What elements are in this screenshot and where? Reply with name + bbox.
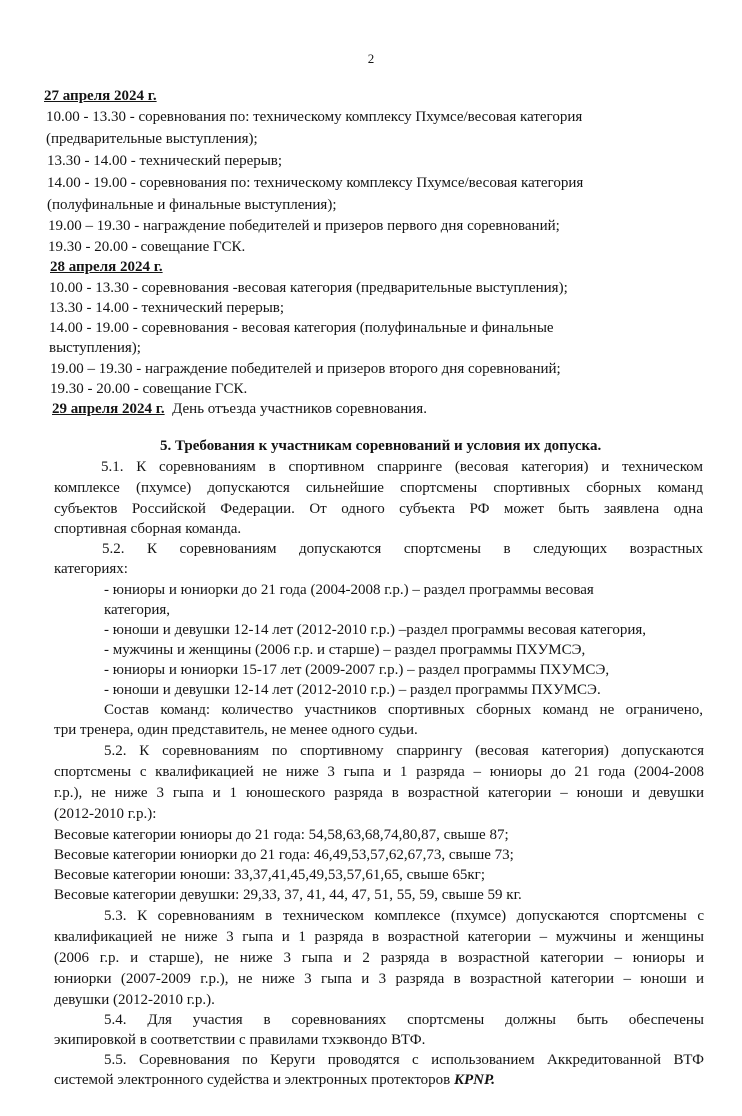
section-heading: 5. Требования к участникам соревнований и условия их допуска. [160, 438, 602, 454]
paragraph-line: юниорки (2007-2009 г.р.), не ниже 3 гыпа и 3 разряда в возрастной категории – юноши и [54, 971, 704, 987]
paragraph-line: Состав команд: количество участников спортивных сборных команд не ограничено, [104, 702, 703, 718]
schedule-line: выступления); [49, 340, 141, 356]
day3-date: 29 апреля 2024 г. [52, 401, 165, 417]
day2-date: 28 апреля 2024 г. [50, 259, 163, 275]
paragraph-line: категориях: [54, 561, 128, 577]
schedule-line: (полуфинальные и финальные выступления); [47, 197, 337, 213]
paragraph-line: (2006 г.р. и старше), не ниже 3 гыпа и 2 разряда в возрастной категории – юниоры и [54, 950, 704, 966]
paragraph-text: системой электронного судейства и электронных протекторов [54, 1072, 451, 1088]
page-number: 2 [367, 51, 375, 66]
list-item: - юниоры и юниорки 15-17 лет (2009-2007 г.р.) – раздел программы ПХУМСЭ, [104, 662, 610, 678]
paragraph-line: спортсмены с квалификацией не ниже 3 гыпа и 1 разряда – юниоры до 21 года (2004-2008 [54, 764, 704, 780]
paragraph-line: спортивная сборная команда. [54, 521, 242, 537]
schedule-line: 19.00 – 19.30 - награждение победителей и призеров первого дня соревнований; [48, 218, 560, 234]
paragraph-line: 5.4. Для участия в соревнованиях спортсмены должны быть обеспечены [104, 1012, 704, 1028]
list-item: - юноши и девушки 12-14 лет (2012-2010 г.р.) –раздел программы весовая категория, [104, 622, 647, 638]
schedule-line: 14.00 - 19.00 - соревнования - весовая категория (полуфинальные и финальные [49, 320, 554, 336]
paragraph-line: квалификацией не ниже 3 гыпа и 1 разряда в возрастной категории – мужчины и женщины [54, 929, 704, 945]
schedule-line: 10.00 - 13.30 - соревнования по: техническому комплексу Пхумсе/весовая категория [46, 109, 583, 125]
paragraph-line: 5.5. Соревнования по Керуги проводятся с использованием Аккредитованной ВТФ [104, 1052, 704, 1068]
paragraph-line: комплексе (пхумсе) допускаются сильнейшие спортсмены спортивных сборных команд [54, 480, 703, 496]
day3-row [52, 400, 427, 419]
paragraph-line [54, 1071, 495, 1090]
list-item: - юниоры и юниорки до 21 года (2004-2008 г.р.) – раздел программы весовая [104, 582, 594, 598]
kpnp-brand: KPNP. [454, 1072, 495, 1088]
paragraph-line: г.р.), не ниже 3 гыпа и 1 юношеского разряда в возрастной категории – юноши и девушки [54, 785, 704, 801]
weight-categories-line: Весовые категории юниорки до 21 года: 46,49,53,57,62,67,73, свыше 73; [54, 847, 514, 863]
schedule-line: 19.30 - 20.00 - совещание ГСК. [48, 239, 246, 255]
weight-categories-line: Весовые категории девушки: 29,33, 37, 41, 44, 47, 51, 55, 59, свыше 59 кг. [54, 887, 522, 903]
paragraph-line: 5.2. К соревнованиям по спортивному спаррингу (весовая категория) допускаются [104, 743, 704, 759]
paragraph-line: субъектов Российской Федерации. От одного субъекта РФ может быть заявлена одна [54, 501, 703, 517]
schedule-line: 19.00 – 19.30 - награждение победителей и призеров второго дня соревнований; [50, 361, 561, 377]
paragraph-line: 5.1. К соревнованиям в спортивном спарринге (весовая категория) и техническом [101, 459, 703, 475]
list-item: категория, [104, 602, 170, 618]
day3-text: День отъезда участников соревнования. [172, 401, 427, 417]
schedule-line: (предварительные выступления); [46, 131, 258, 147]
schedule-line: 13.30 - 14.00 - технический перерыв; [47, 153, 283, 169]
paragraph-line: 5.3. К соревнованиям в техническом комплексе (пхумсе) допускаются спортсмены с [104, 908, 704, 924]
list-item: - мужчины и женщины (2006 г.р. и старше) – раздел программы ПХУМСЭ, [104, 642, 586, 658]
paragraph-line: девушки (2012-2010 г.р.). [54, 992, 215, 1008]
paragraph-line: экипировкой в соответствии с правилами тхэквондо ВТФ. [54, 1032, 426, 1048]
paragraph-line: три тренера, один представитель, не менее одного судьи. [54, 722, 418, 738]
schedule-line: 19.30 - 20.00 - совещание ГСК. [50, 381, 248, 397]
day1-date: 27 апреля 2024 г. [44, 88, 157, 104]
paragraph-line: (2012-2010 г.р.): [54, 806, 157, 822]
schedule-line: 10.00 - 13.30 - соревнования -весовая категория (предварительные выступления); [49, 280, 568, 296]
weight-categories-line: Весовые категории юниоры до 21 года: 54,58,63,68,74,80,87, свыше 87; [54, 827, 509, 843]
weight-categories-line: Весовые категории юноши: 33,37,41,45,49,53,57,61,65, свыше 65кг; [54, 867, 486, 883]
paragraph-line: 5.2. К соревнованиям допускаются спортсмены в следующих возрастных [102, 541, 703, 557]
schedule-line: 14.00 - 19.00 - соревнования по: техническому комплексу Пхумсе/весовая категория [47, 175, 584, 191]
list-item: - юноши и девушки 12-14 лет (2012-2010 г.р.) – раздел программы ПХУМСЭ. [104, 682, 601, 698]
schedule-line: 13.30 - 14.00 - технический перерыв; [49, 300, 285, 316]
